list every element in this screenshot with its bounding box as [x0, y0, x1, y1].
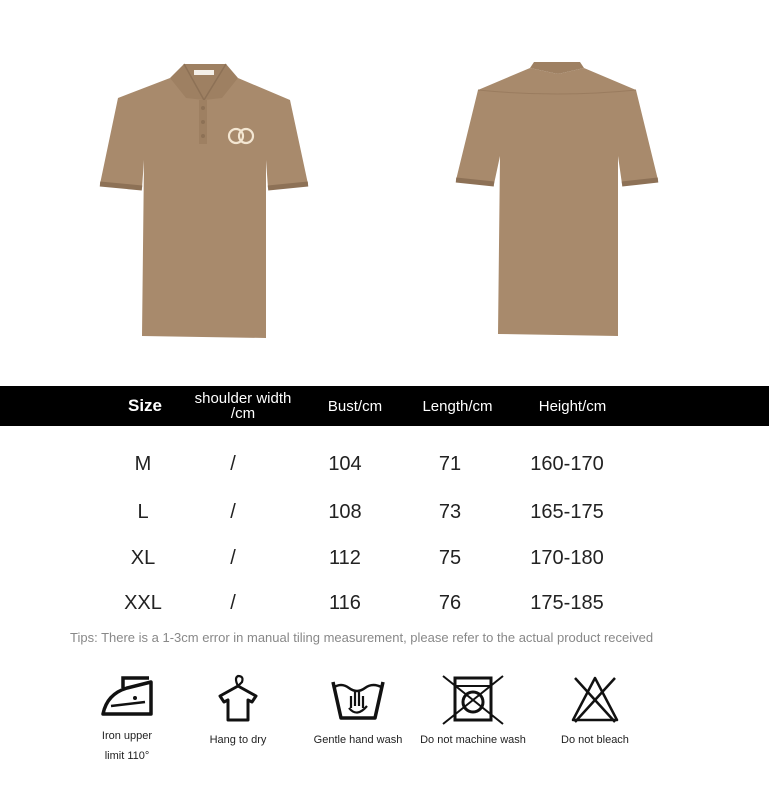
cell-size: M	[134, 452, 152, 475]
size-table-header	[0, 386, 769, 426]
care-hand-wash-label: Gentle hand wash	[313, 734, 403, 746]
no-machine-wash-icon	[441, 674, 505, 726]
care-no-bleach	[540, 674, 650, 750]
care-iron	[72, 674, 182, 766]
cell-bust: 112	[329, 546, 361, 569]
header-shoulder	[178, 386, 308, 426]
care-iron-label-line2: limit 110°	[104, 750, 150, 762]
cell-size: XL	[130, 546, 156, 569]
hand-wash-icon	[329, 674, 387, 726]
care-iron-label	[72, 726, 182, 766]
care-no-machine-wash-label: Do not machine wash	[420, 734, 526, 746]
cell-height: 175-185	[530, 591, 604, 614]
cell-length: 71	[438, 452, 462, 475]
table-row	[0, 588, 769, 618]
care-hang-dry-label: Hang to dry	[209, 734, 267, 746]
cell-shoulder: /	[230, 591, 236, 614]
table-row	[0, 449, 769, 479]
iron-icon	[97, 674, 157, 722]
table-row	[0, 497, 769, 527]
cell-length: 75	[438, 546, 462, 569]
care-no-machine-wash	[418, 674, 528, 750]
care-iron-label-line1: Iron upper	[101, 730, 153, 742]
cell-length: 76	[438, 591, 462, 614]
cell-height: 170-180	[530, 546, 604, 569]
cell-bust: 108	[328, 500, 362, 523]
polo-front-image	[98, 60, 310, 344]
cell-bust: 104	[328, 452, 362, 475]
header-shoulder-line2: /cm	[230, 405, 256, 422]
cell-height: 165-175	[530, 500, 604, 523]
cell-shoulder: /	[230, 546, 236, 569]
cell-length: 73	[438, 500, 462, 523]
care-hand-wash	[303, 674, 413, 750]
care-no-bleach-label: Do not bleach	[561, 734, 629, 746]
header-bust: Bust/cm	[327, 397, 383, 415]
cell-shoulder: /	[230, 500, 236, 523]
cell-size: XXL	[124, 591, 162, 614]
cell-size: L	[137, 500, 149, 523]
cell-bust: 116	[329, 591, 361, 614]
header-height: Height/cm	[538, 397, 607, 415]
cell-height: 160-170	[530, 452, 604, 475]
header-shoulder-line1: shoulder width	[194, 390, 292, 407]
care-hang-dry	[183, 674, 293, 750]
header-length: Length/cm	[422, 397, 493, 415]
table-row	[0, 543, 769, 573]
measurement-tips: Tips: There is a 1-3cm error in manual tiling measurement, please refer to the actual product received	[70, 630, 654, 645]
hanger-icon	[214, 674, 262, 726]
header-size: Size	[127, 396, 163, 415]
polo-back-image	[454, 60, 660, 342]
cell-shoulder: /	[230, 452, 236, 475]
no-bleach-icon	[569, 674, 621, 726]
